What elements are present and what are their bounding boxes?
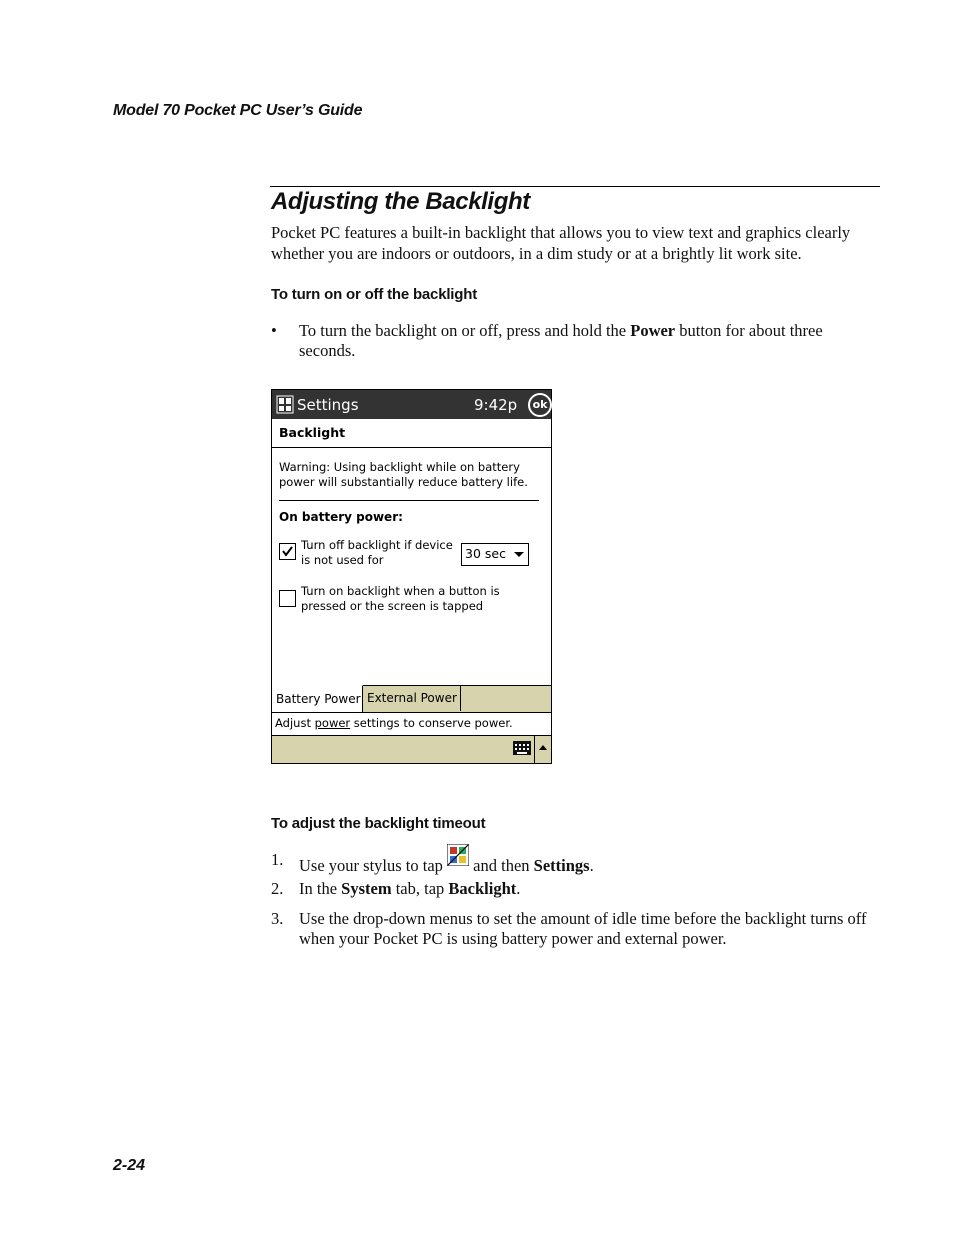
tab-battery-power[interactable]: Battery Power [272,685,363,713]
timeout-value: 30 sec [465,546,506,561]
page-number: 2-24 [113,1157,146,1174]
turn-on-label: Turn on backlight when a button is pressed or the screen is tapped [301,584,500,613]
status-text-pre: Adjust [275,716,315,730]
timeout-dropdown[interactable] [461,543,529,566]
step-2-mid: tab, tap [391,879,449,898]
bullet-text [299,321,859,361]
checkmark-icon [281,545,294,558]
power-link[interactable]: power [314,716,351,730]
step-1-text [299,850,869,876]
input-panel-bar [272,736,551,763]
tab-external-power[interactable]: External Power [363,686,461,711]
start-menu-icon [447,850,469,872]
status-text-post: settings to conserve power. [350,716,513,730]
keyboard-icon[interactable] [513,741,531,755]
step-3-number: 3. [271,909,284,928]
turn-off-label: Turn off backlight if device is not used for [301,538,453,567]
warning-text: Warning: Using backlight while on battery power will substantially reduce battery life. [279,460,528,489]
step-1-post: . [589,856,594,875]
divider [279,500,539,501]
bullet-text-pre: To turn the backlight on or off, press and hold the [299,321,631,340]
step-1-number: 1. [271,850,284,869]
clock[interactable]: 9:42p [474,396,518,414]
step-1-mid: and then [469,856,534,875]
bullet-marker: • [271,321,277,340]
turn-off-checkbox[interactable] [279,543,296,560]
step-2-bold2: Backlight [448,879,517,898]
step-1-bold: Settings [533,856,590,875]
battery-group-label: On battery power: [279,510,403,524]
bullet-text-bold: Power [630,321,676,340]
step-2-bold1: System [341,879,392,898]
pocketpc-screenshot [271,389,552,764]
section-rule [270,186,880,187]
step-2-pre: In the [299,879,342,898]
status-text [275,716,513,730]
bullet-text-post: button for about three seconds. [299,321,823,360]
ok-button[interactable]: ok [528,393,552,417]
section-title: Adjusting the Backlight [271,188,530,215]
page-header-label: Backlight [279,425,346,440]
app-title: Settings [297,396,359,414]
intro-paragraph: Pocket PC features a built-in backlight that allows you to view text and graphics clearly whether you are indoors or outdoors, in a dim study or at a brightly lit work site. [271,223,851,263]
step-2-post: . [516,879,521,898]
step-2-text [299,879,869,899]
step-3-text: Use the drop-down menus to set the amount of idle time before the backlight turns off when your Pocket PC is using battery power and external power. [299,909,867,948]
sip-arrow-icon[interactable] [534,736,552,763]
timeout-heading: To adjust the backlight timeout [271,815,486,832]
start-menu-icon[interactable] [276,395,294,414]
step-1-pre: Use your stylus to tap [299,856,448,875]
running-head: Model 70 Pocket PC User’s Guide [113,102,363,119]
page-header [272,419,551,448]
dropdown-arrow-icon [514,552,524,557]
step-2-number: 2. [271,879,284,898]
turn-on-checkbox[interactable] [279,590,296,607]
tab-bar [272,685,551,712]
status-line [272,712,551,736]
turn-on-off-heading: To turn on or off the backlight [271,286,477,303]
titlebar [272,390,551,419]
